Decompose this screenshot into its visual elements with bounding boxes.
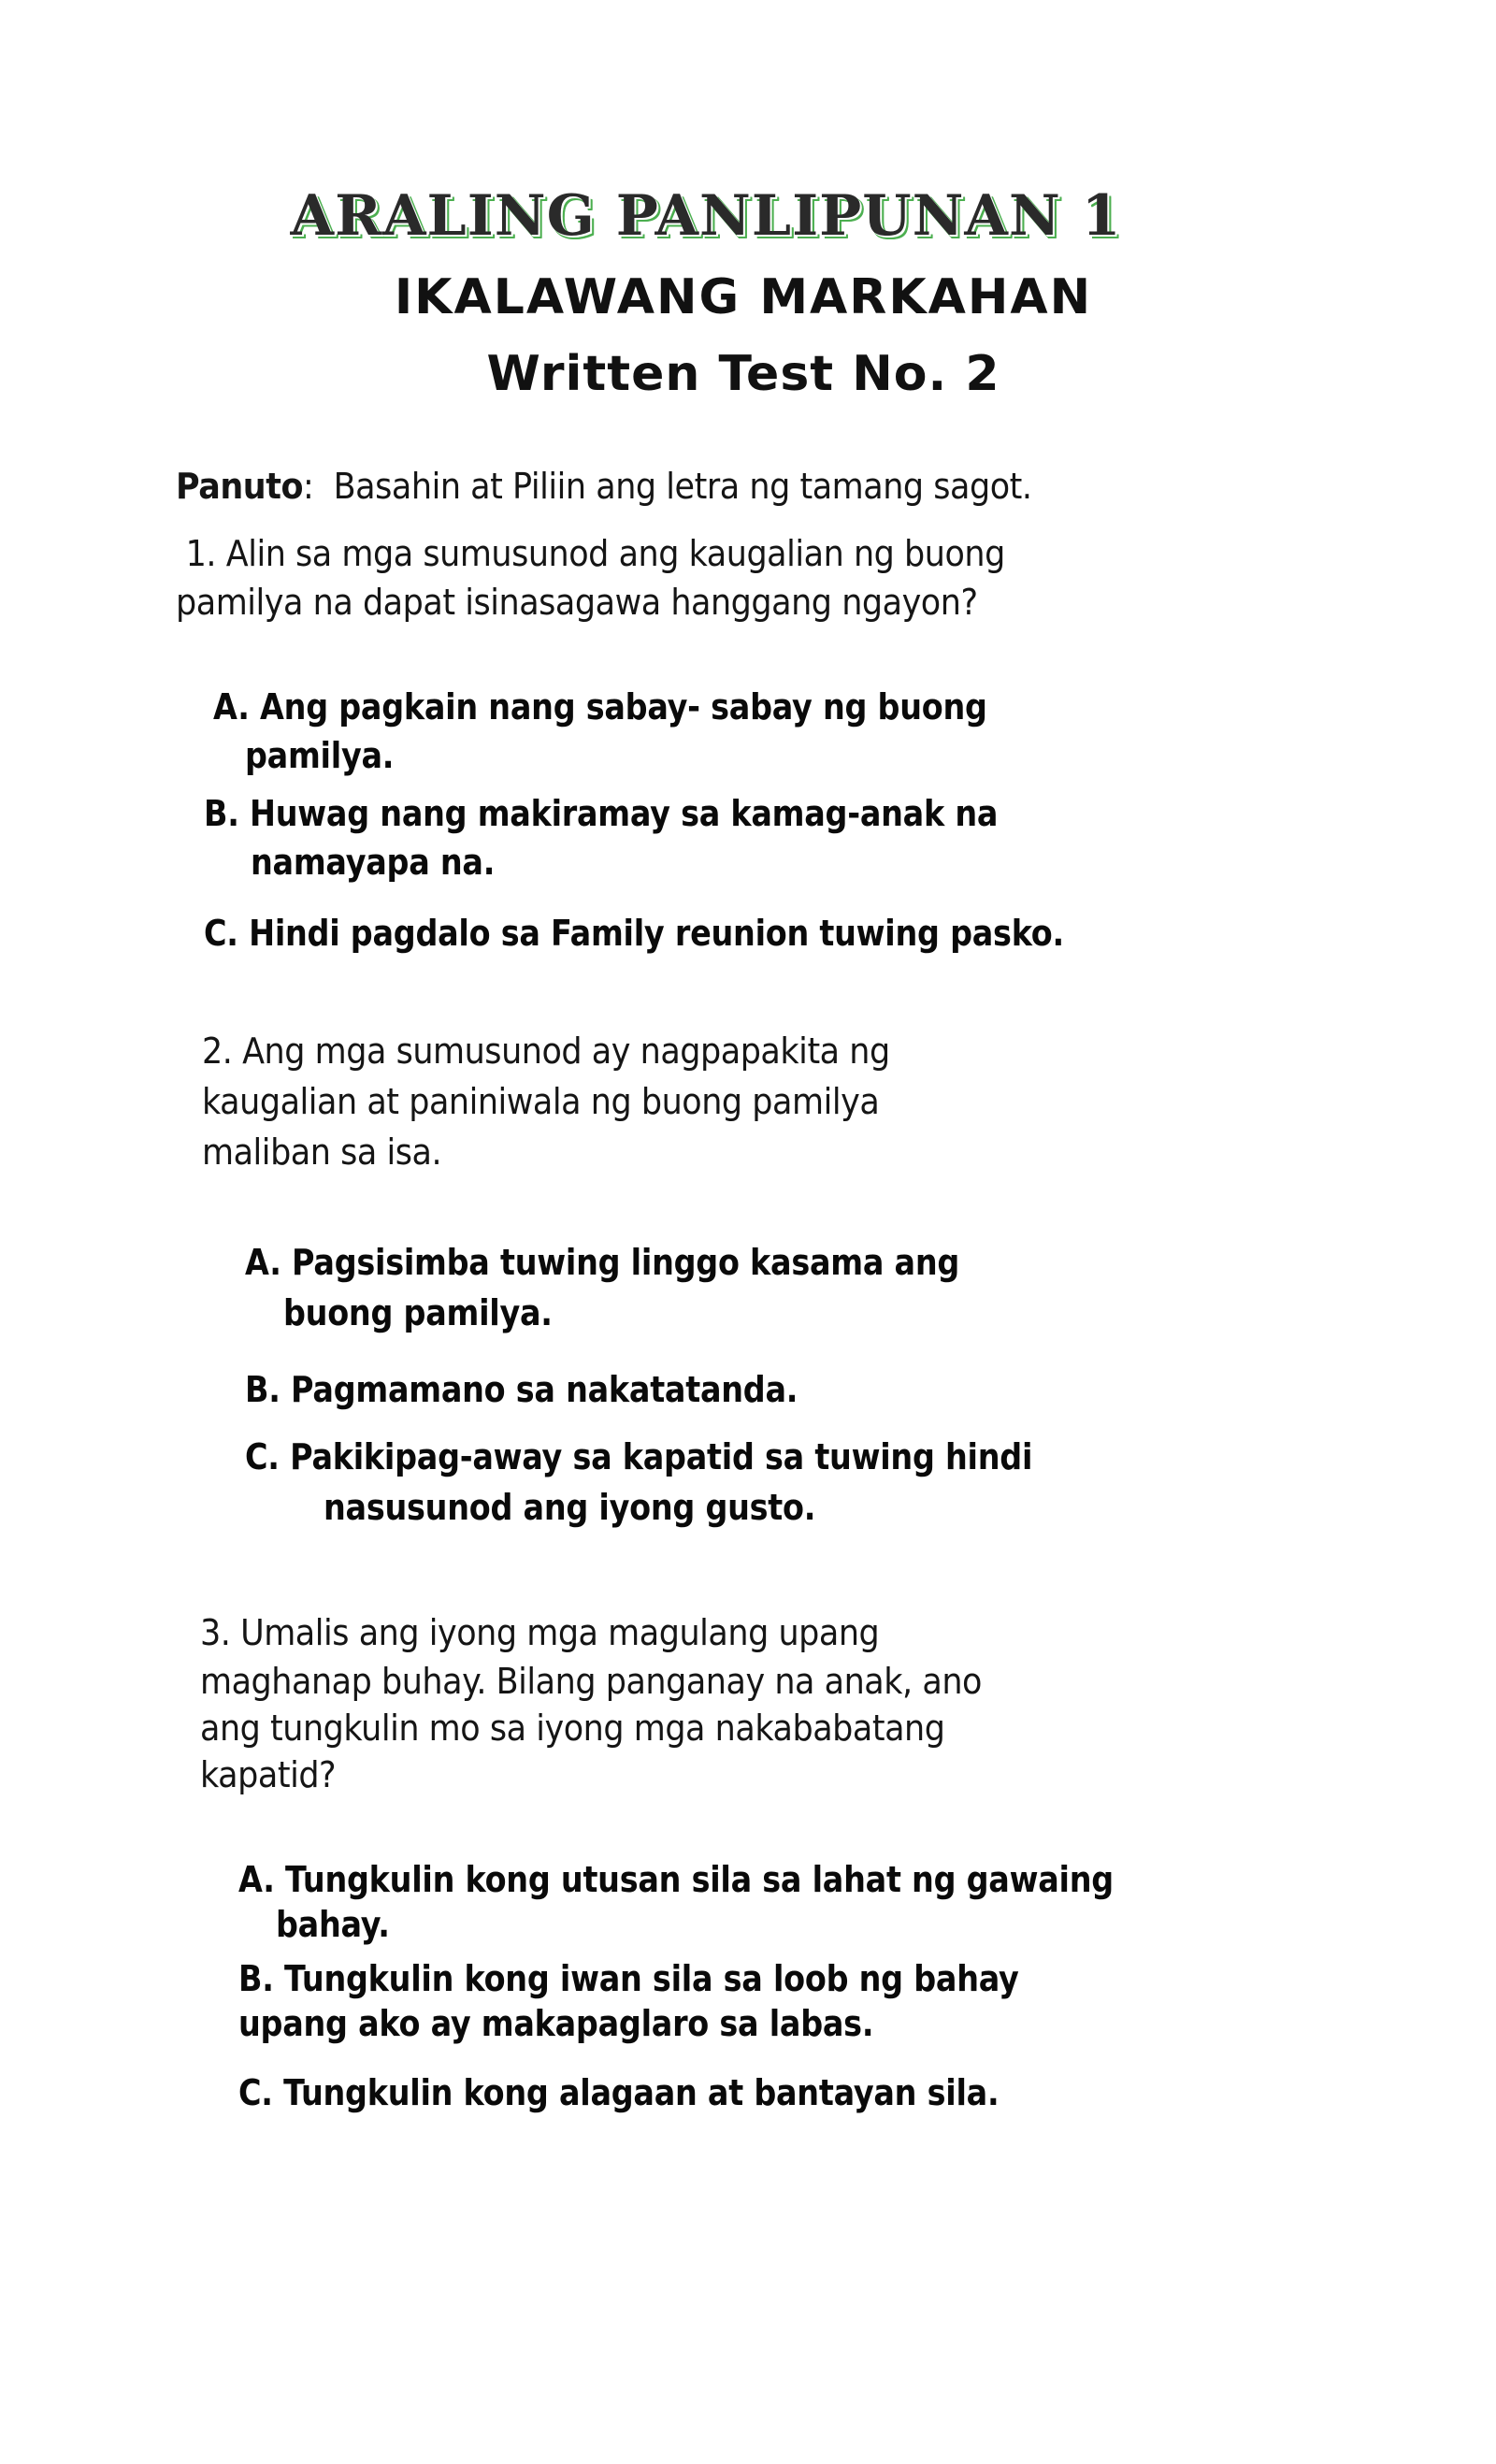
choice-text-line: buong pamilya. [283,1292,553,1333]
question-text-line: ang tungkulin mo sa iyong mga nakababatang [200,1708,945,1749]
instructions [176,466,1032,507]
choice-text-line: nasusunod ang iyong gusto. [324,1487,816,1528]
instructions-label: Panuto [176,466,304,507]
question-text-line: 1. Alin sa mga sumusunod ang kaugalian ng buong [176,533,1005,574]
choice-text-line: namayapa na. [251,842,496,883]
question-text-line: maghanap buhay. Bilang panganay na anak, ano [200,1661,982,1702]
choice-text-line: A. Pagsisimba tuwing linggo kasama ang [245,1242,960,1283]
test-name: Written Test No. 2 [486,346,1000,402]
choice-text-line: C. Hindi pagdalo sa Family reunion tuwing pasko. [204,913,1064,954]
instructions-separator: : [303,466,314,507]
instructions-text: Basahin at Piliin ang letra ng tamang sagot. [313,466,1032,507]
choice-text-line: B. Tungkulin kong iwan sila sa loob ng bahay [238,1958,1019,1999]
question-text-line: kaugalian at paniniwala ng buong pamilya [202,1081,880,1122]
question-text-line: 2. Ang mga sumusunod ay nagpapakita ng [202,1030,890,1072]
question-text-line: kapatid? [200,1754,337,1795]
choice-text-line: A. Tungkulin kong utusan sila sa lahat ng gawaing [238,1859,1114,1900]
choice-text-line: B. Huwag nang makiramay sa kamag-anak na [204,793,999,834]
choice-text-line: upang ako ay makapaglaro sa labas. [238,2003,874,2044]
question-text-line: pamilya na dapat isinasagawa hanggang ngayon? [176,582,978,623]
question-text-line: maliban sa isa. [202,1131,442,1173]
choice-text-line: B. Pagmamano sa nakatatanda. [245,1369,798,1410]
choice-text-line: pamilya. [245,735,395,776]
choice-text-line: C. Tungkulin kong alagaan at bantayan sila. [238,2072,1000,2113]
choice-text-line: bahay. [276,1904,390,1945]
choice-text-line: C. Pakikipag-away sa kapatid sa tuwing hindi [245,1436,1033,1477]
choice-text-line: A. Ang pagkain nang sabay- sabay ng buong [213,686,987,728]
quarter-subtitle: IKALAWANG MARKAHAN [394,269,1093,325]
question-text-line: 3. Umalis ang iyong mga magulang upang [200,1612,880,1653]
document-title: ARALING PANLIPUNAN 1 [290,183,1122,249]
